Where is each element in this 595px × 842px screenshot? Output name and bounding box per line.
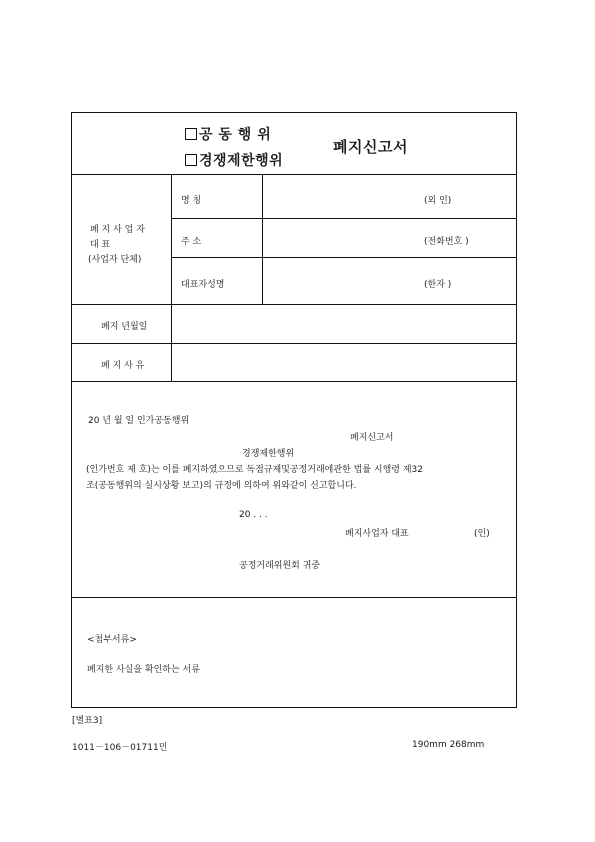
divider (71, 304, 517, 305)
address-label: 주 소 (181, 237, 202, 247)
body-line3: 경쟁제한행위 (242, 449, 295, 459)
divider (71, 343, 517, 344)
divider (171, 257, 517, 258)
applicant-group-line3: (사업자 단체) (88, 255, 142, 265)
signer-label: 폐지사업자 대표 (345, 529, 409, 539)
hanja-suffix: (한자 ) (424, 280, 452, 290)
form-title: 폐지신고서 (333, 138, 408, 156)
option-competition-restriction-label: 경쟁제한행위 (199, 153, 284, 169)
recipient-label: 공정거래위원회 귀중 (239, 561, 321, 571)
divider (171, 218, 517, 219)
closure-date-label: 폐지 년월일 (101, 322, 148, 332)
applicant-group-line1: 폐 지 사 업 자 (90, 225, 145, 235)
paper-size: 190mm 268mm (412, 740, 485, 750)
closure-reason-label: 폐 지 사 유 (101, 361, 145, 371)
seal-label: (인) (474, 529, 490, 539)
body-line1: 20 년 월 일 인가공동행위 (88, 416, 190, 426)
divider (71, 597, 517, 598)
body-line4: (인가번호 제 호)는 이를 폐지하였으므로 독점규제및공정거래에관한 법률 시행령 제32 (86, 465, 423, 475)
divider (171, 174, 172, 381)
applicant-group-line2: 대 표 (90, 240, 111, 250)
body-line2: 폐지신고서 (350, 433, 394, 443)
option-joint-action-label: 공 동 행 위 (199, 127, 272, 143)
divider (262, 174, 263, 304)
date-line: 20 . . . (239, 510, 268, 520)
form-number: [별표3] (72, 716, 103, 726)
phone-suffix: (전화번호 ) (424, 237, 469, 247)
option-joint-action (185, 124, 271, 144)
divider (71, 174, 517, 175)
representative-label: 대표자성명 (181, 280, 225, 290)
checkbox-icon (185, 154, 197, 166)
attachment-item: 폐지한 사실을 확인하는 서류 (87, 665, 200, 675)
divider (71, 381, 517, 382)
option-competition-restriction (185, 150, 283, 170)
form-code: 1011－106－01711민 (72, 743, 168, 753)
attachments-title: <첨부서류> (87, 635, 137, 645)
name-label: 명 칭 (181, 196, 202, 206)
checkbox-icon (185, 128, 197, 140)
name-suffix: (외 인) (424, 196, 452, 206)
body-line5: 조(공동행위의 실시상황 보고)의 규정에 의하여 위와같이 신고합니다. (86, 481, 357, 491)
